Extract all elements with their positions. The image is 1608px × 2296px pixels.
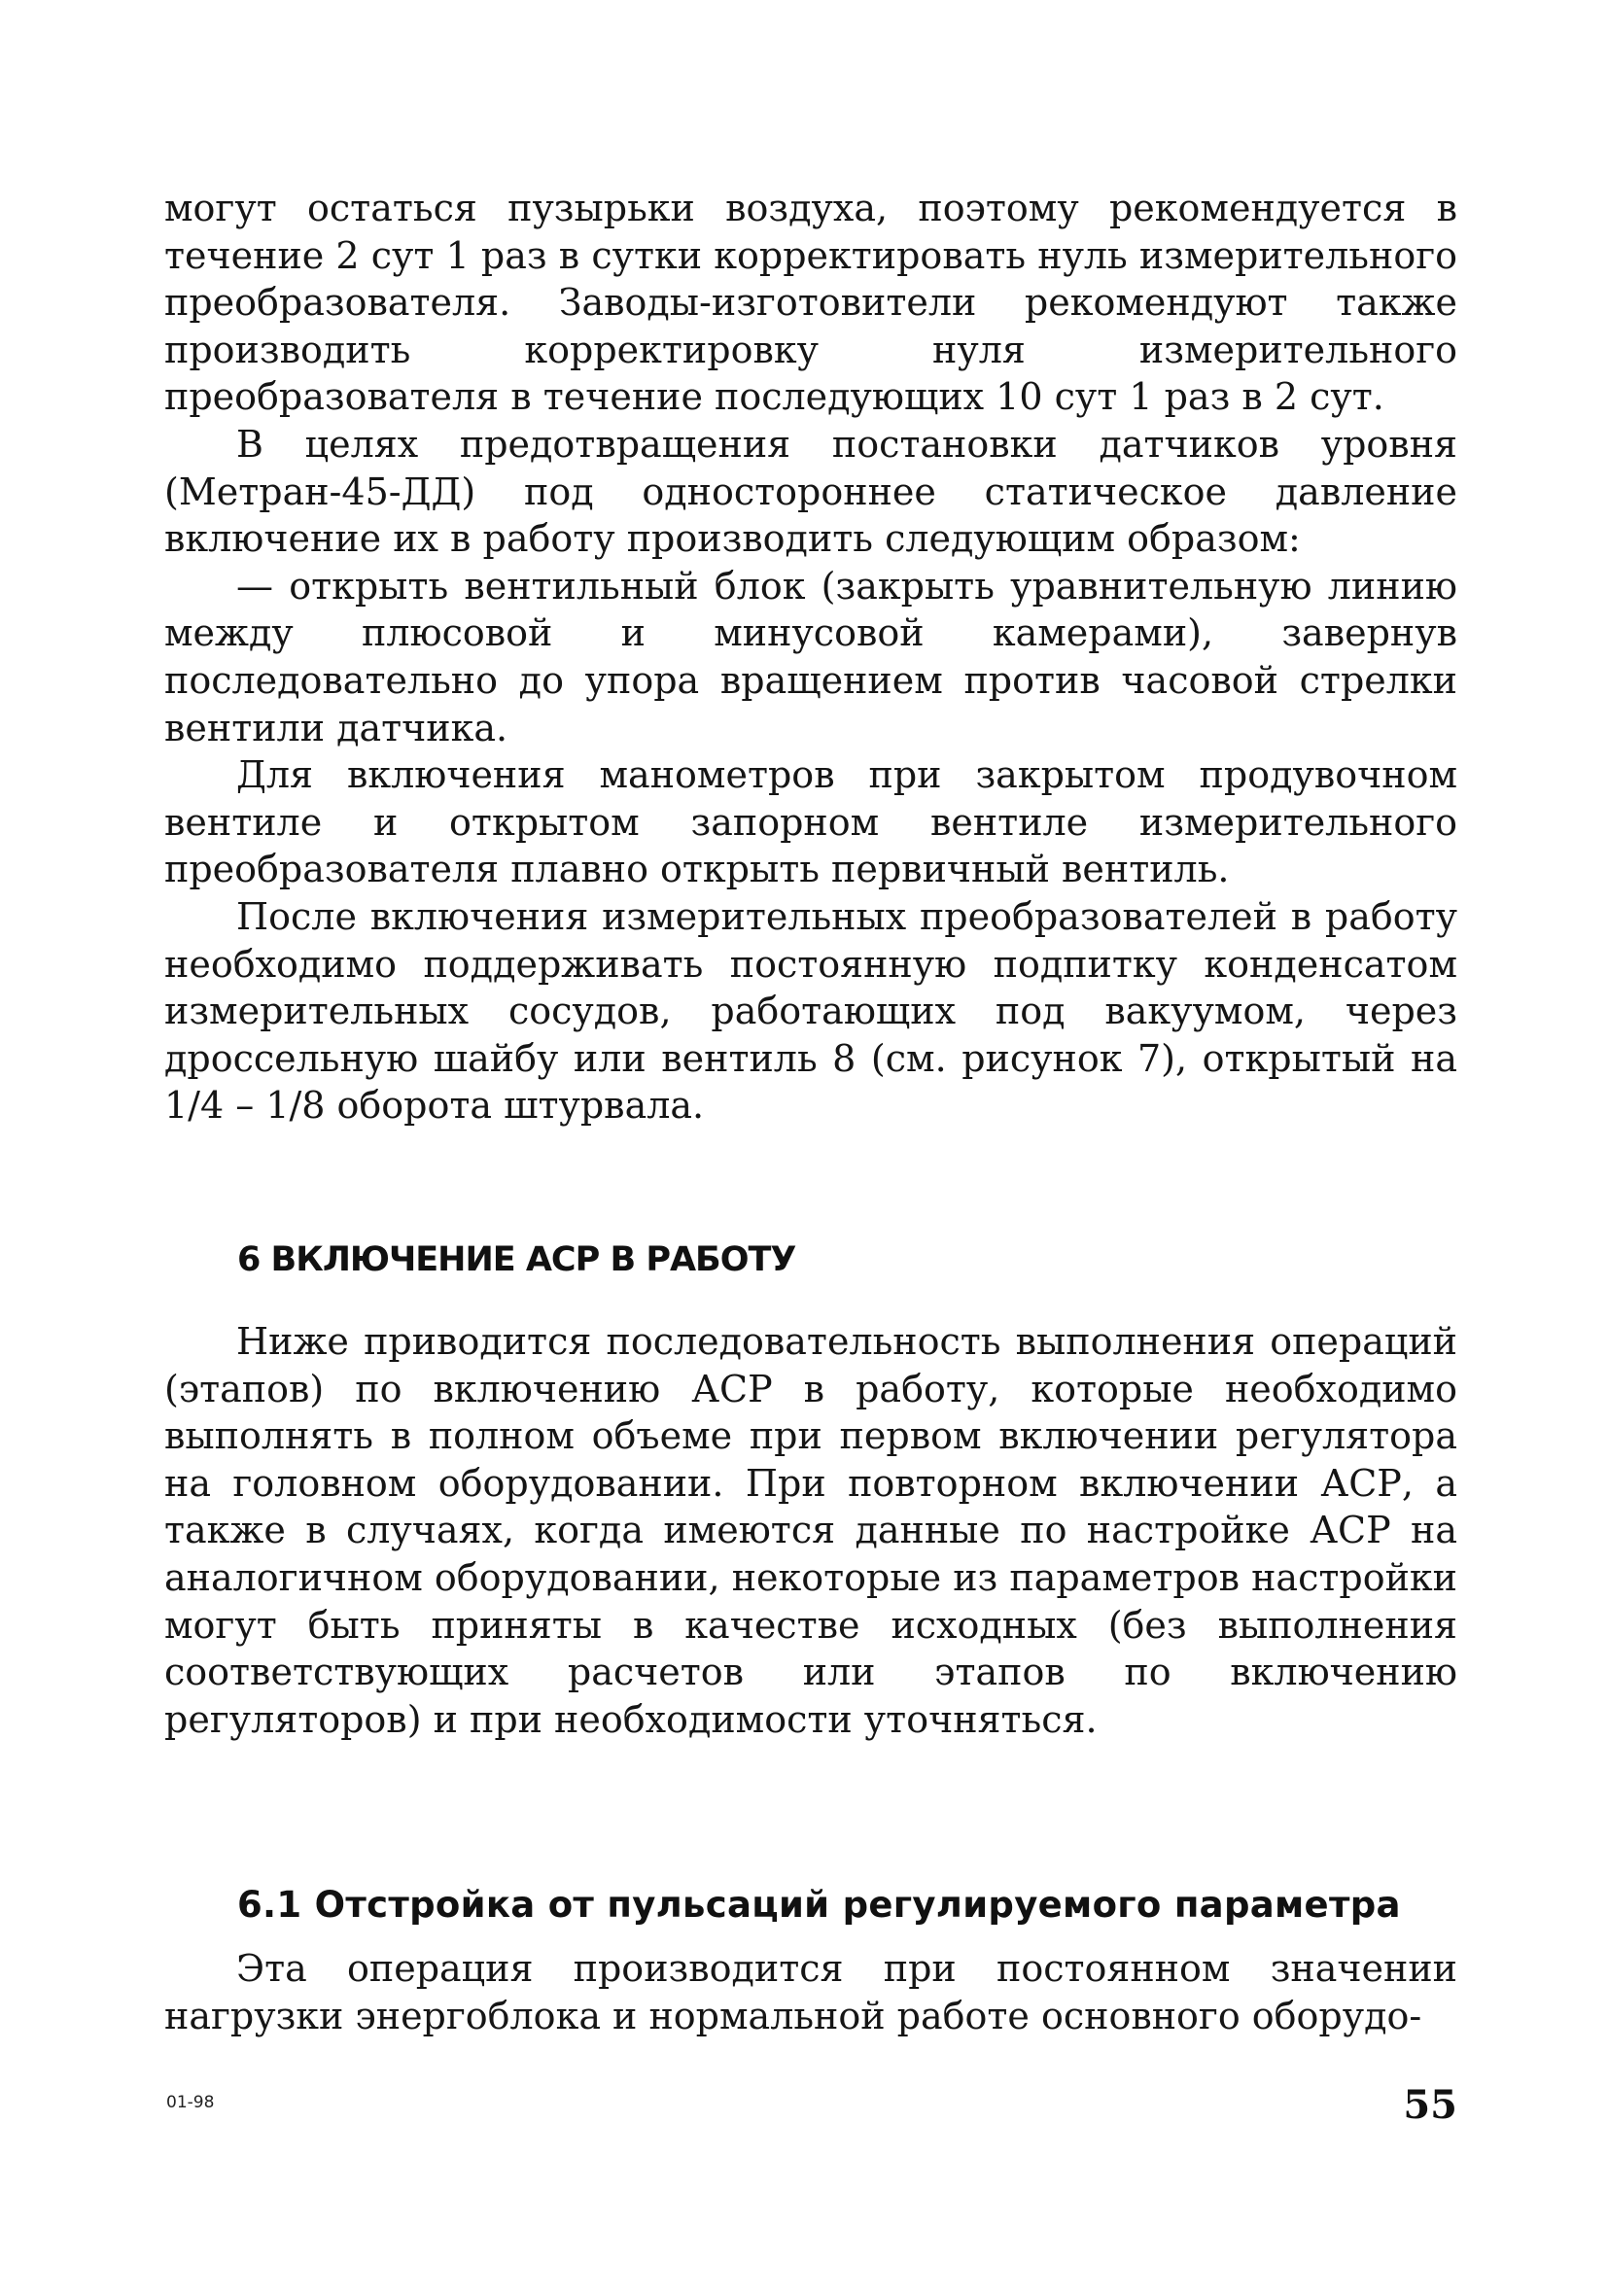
paragraph-pulsation-detuning: Эта операция производится при постоянном значении нагрузки энергоблока и нормальной работе основного оборудо-: [164, 1947, 1457, 2037]
paragraph-manometers: Для включения манометров при закрытом продувочном вентиле и открытом запорном вентиле измерительного преобразователя плавно открыть первичный вентиль.: [164, 753, 1457, 891]
paragraph-condensate-feed: После включения измерительных преобразователей в работу необходимо поддерживать постоянную подпитку конденсатом измерительных сосудов, работающих под вакуумом, через дроссельную шайбу или вентиль 8 (см. рисунок 7), открытый на 1/4 – 1/8 оборота штурвала.: [164, 894, 1457, 1128]
paragraph-zero-correction: могут остаться пузырьки воздуха, поэтому рекомендуется в течение 2 сут 1 раз в сутки корректировать нуль измерительного преобразователя. Заводы-изготовители рекомендуют также производить корректировку нуля измерительного преобразователя в течение последующих 10 сут 1 раз в 2 сут.: [164, 187, 1457, 419]
section-6-1-heading: 6.1 Отстройка от пульсаций регулируемого параметра: [237, 1884, 1401, 1926]
paragraph-level-sensors: В целях предотвращения постановки датчиков уровня (Метран-45-ДД) под одностороннее статическое давление включение их в работу производить следующим образом:: [164, 422, 1457, 561]
section-6-1-body: [164, 1945, 1457, 2039]
section-6-heading: 6 ВКЛЮЧЕНИЕ АСР В РАБОТУ: [237, 1240, 796, 1279]
section-6-body: [164, 1318, 1457, 1743]
body-text-top: [164, 185, 1457, 1130]
paragraph-asr-sequence: Ниже приводится последовательность выполнения операций (этапов) по включению АСР в работу, которые необходимо выполнять в полном объеме при первом включении регулятора на головном оборудовании. При повторном включении АСР, а также в случаях, когда имеются данные по настройке АСР на аналогичном оборудовании, некоторые из параметров настройки могут быть приняты в качестве исходных (без выполнения соответствующих расчетов или этапов по включению регуляторов) и при необходимости уточняться.: [164, 1320, 1457, 1741]
footer-code: 01-98: [166, 2093, 215, 2112]
page-number: 55: [1403, 2082, 1457, 2128]
list-item-valve-block: — открыть вентильный блок (закрыть уравнительную линию между плюсовой и минусовой камерами), завернув последовательно до упора вращением против часовой стрелки вентили датчика.: [164, 564, 1457, 749]
